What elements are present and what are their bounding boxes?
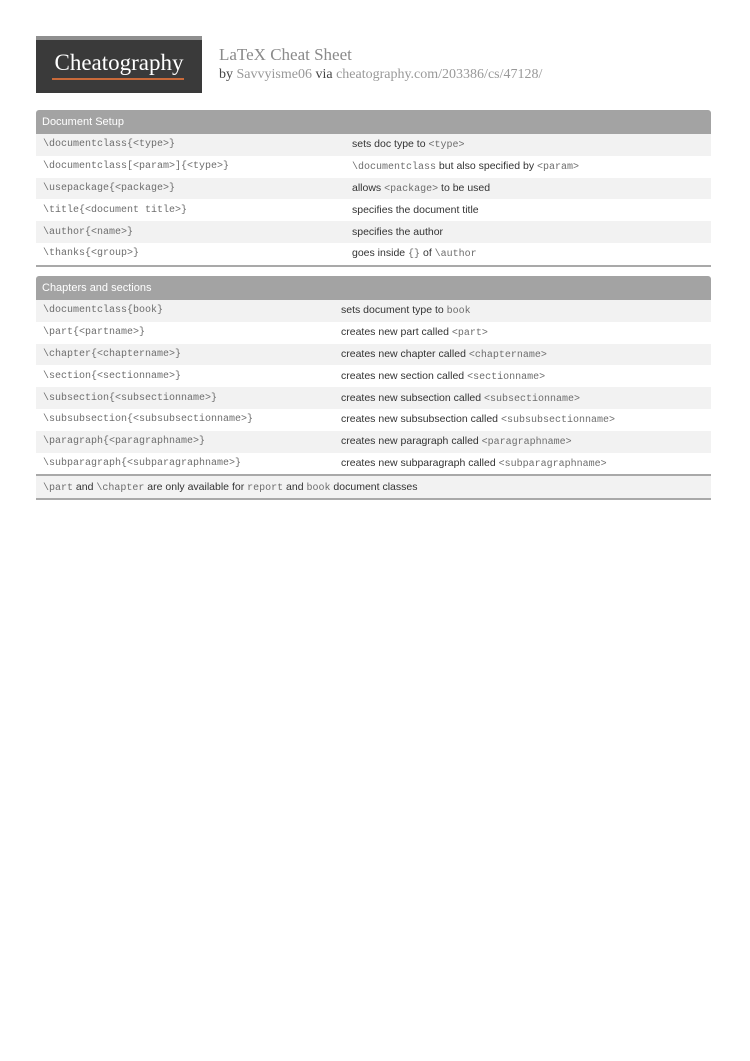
text-fragment: creates new part called [341,326,452,339]
byline [219,65,542,85]
code-fragment: <part> [451,328,488,340]
text-fragment: and [73,481,97,494]
table-row [36,365,711,387]
code-fragment: \part [43,483,74,495]
command-cell: \subparagraph{<subparagraphname>} [43,457,242,469]
title-block [219,45,542,85]
section-rows [36,300,711,474]
text-fragment: creates new subparagraph called [341,456,499,469]
description-cell [352,247,477,260]
table-row [36,221,711,243]
text-fragment: creates new subsection called [341,391,484,404]
description-cell [341,457,607,470]
table-row [36,409,711,431]
section-rows [36,134,711,265]
description-cell [341,348,547,361]
text-fragment: creates new subsubsection called [341,413,501,426]
text-fragment: sets document type to [341,304,447,317]
text-fragment: creates new chapter called [341,347,469,360]
cheatography-logo[interactable] [36,36,202,93]
code-fragment: <package> [384,183,439,195]
command-cell: \documentclass[<param>]{<type>} [43,161,230,173]
command-cell: \documentclass{<type>} [43,139,176,151]
table-row [36,344,711,366]
text-fragment: creates new section called [341,369,468,382]
logo-underline [52,78,184,80]
text-fragment: of [420,247,435,260]
command-cell: \subsubsection{<subsubsectionname>} [43,414,254,426]
description-cell [352,204,479,216]
section-document-setup [36,110,711,267]
command-cell: \part{<partname>} [43,327,146,339]
code-fragment: <chaptername> [468,349,547,361]
description-cell [341,304,471,317]
text-fragment: specifies the author [352,226,444,239]
text-fragment: and [283,481,307,494]
by-label: by [219,67,233,82]
command-cell: \thanks{<group>} [43,248,140,260]
command-cell: \author{<name>} [43,226,134,238]
table-row [36,387,711,409]
text-fragment: are only available for [144,481,248,494]
text-fragment: to be used [438,181,491,194]
logo-text: Cheatography [54,50,184,75]
command-cell: \chapter{<chaptername>} [43,348,182,360]
table-row [36,300,711,322]
text-fragment: sets doc type to [352,138,429,151]
table-row [36,453,711,475]
description-cell [341,370,545,383]
description-cell [341,435,572,448]
code-fragment: <sectionname> [467,371,546,383]
code-fragment: <subsubsectionname> [500,415,615,427]
text-fragment: specifies the document title [352,204,479,217]
code-fragment: <subsectionname> [484,393,581,405]
command-cell: \section{<sectionname>} [43,370,182,382]
table-row [36,134,711,156]
text-fragment: but also specified by [436,160,537,173]
code-fragment: book [446,306,471,318]
command-cell: \title{<document title>} [43,204,188,216]
code-fragment: report [247,483,284,495]
code-fragment: book [306,483,331,495]
table-row [36,243,711,265]
author-link[interactable]: Savvyisme06 [236,67,312,82]
section-header: Document Setup [36,110,711,134]
table-row [36,178,711,200]
code-fragment: <param> [537,162,580,174]
command-cell: \documentclass{book} [43,305,164,317]
table-row [36,431,711,453]
text-fragment: allows [352,181,385,194]
description-cell [352,160,579,173]
description-cell [352,226,443,238]
description-cell [341,413,615,426]
table-row [36,156,711,178]
description-cell [352,182,490,195]
text-fragment: creates new paragraph called [341,435,482,448]
code-fragment: <type> [428,140,465,152]
description-cell [341,392,580,405]
section-note [36,474,711,498]
code-fragment: <paragraphname> [481,437,572,449]
code-fragment: <subparagraphname> [498,458,607,470]
code-fragment: \author [434,249,477,261]
code-fragment: {} [408,249,421,261]
text-fragment: document classes [330,481,418,494]
code-fragment: \chapter [96,483,145,495]
description-cell [352,138,464,151]
source-url-link[interactable]: cheatography.com/203386/cs/47128/ [336,67,543,82]
page-title: LaTeX Cheat Sheet [219,45,352,64]
command-cell: \subsection{<subsectionname>} [43,392,218,404]
via-label: via [315,67,333,82]
command-cell: \usepackage{<package>} [43,182,176,194]
text-fragment: goes inside [352,247,409,260]
description-cell [341,326,488,339]
section-header: Chapters and sections [36,276,711,300]
table-row [36,199,711,221]
command-cell: \paragraph{<paragraphname>} [43,436,206,448]
section-chapters-and-sections [36,276,711,500]
table-row [36,322,711,344]
code-fragment: \documentclass [352,162,437,174]
